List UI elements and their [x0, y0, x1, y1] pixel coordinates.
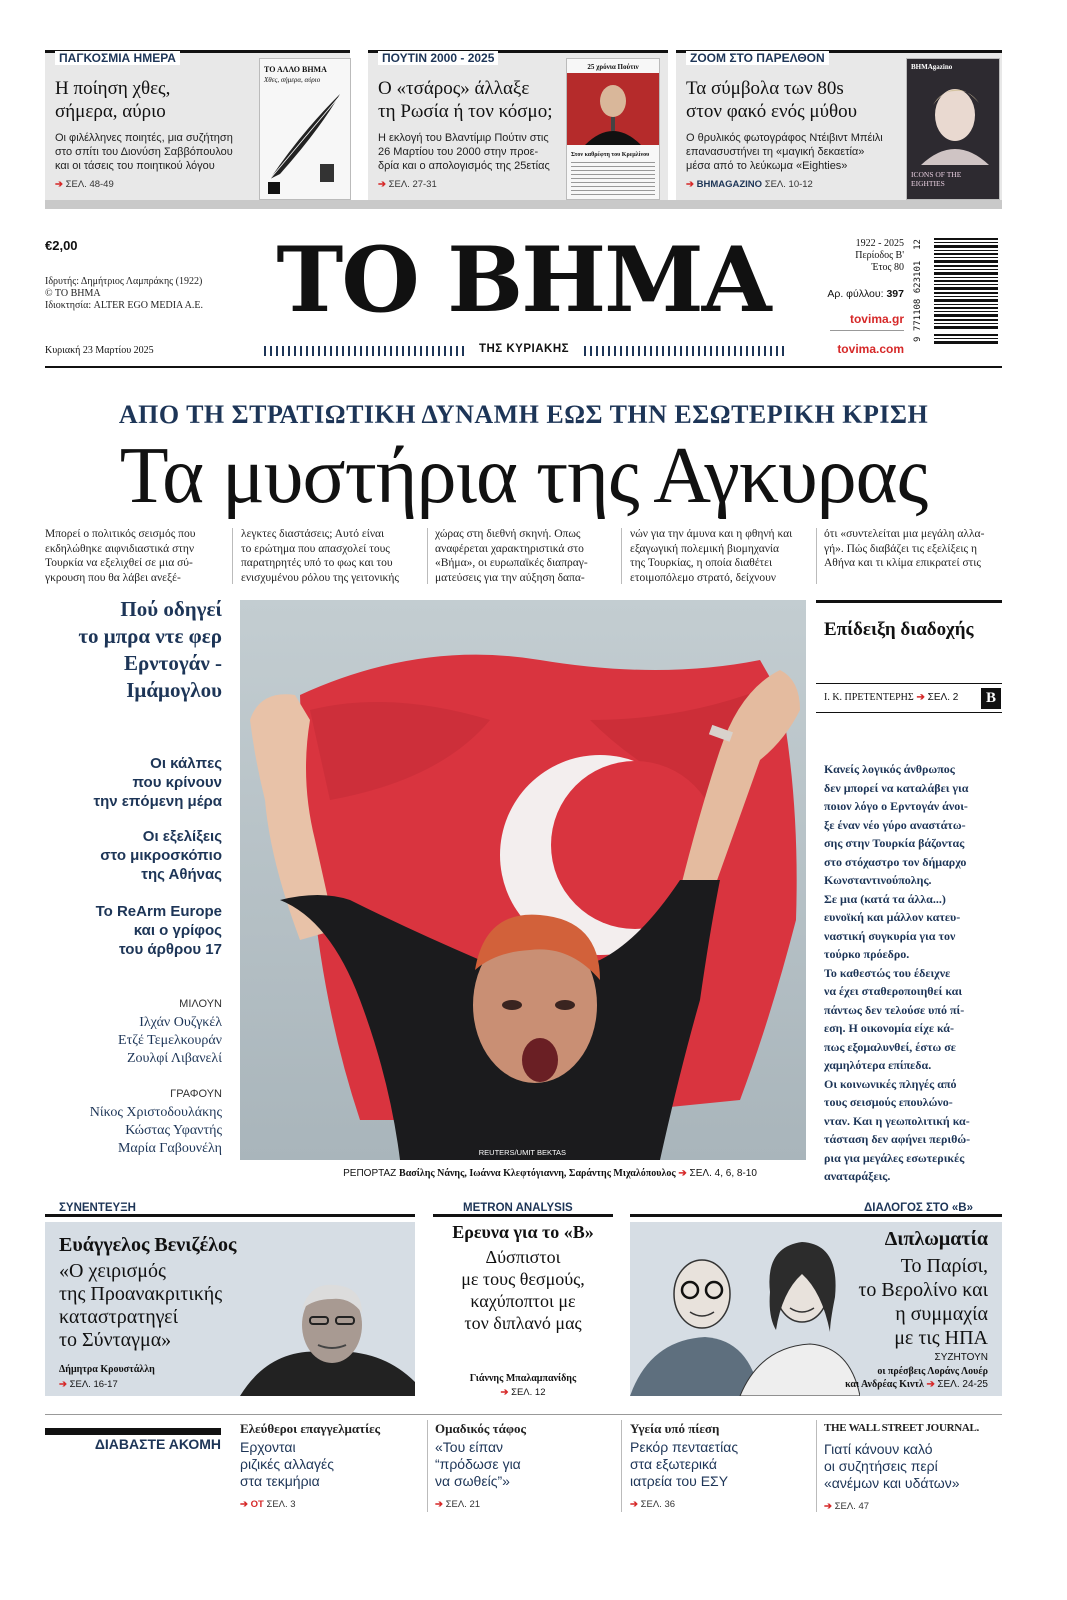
- teaser-kicker: ΠΟΥΤΙΝ 2000 - 2025: [378, 51, 498, 65]
- ambassadors-portrait-icon: [630, 1222, 860, 1396]
- poetry-thumbnail: ΤΟ ΑΛΛΟ ΒΗΜΑ Χθες, σήμερα, αύριο: [259, 58, 351, 200]
- interview-page: ➔ ΣΕΛ. 16-17: [59, 1379, 118, 1390]
- column-divider: [427, 528, 428, 584]
- editorial-rule: [816, 600, 1002, 603]
- divider: [830, 330, 904, 331]
- teaser-band-shadow: [45, 200, 1002, 209]
- speakers-label: ΜΙΛΟΥΝ: [179, 998, 222, 1010]
- more-rule: [45, 1414, 1002, 1415]
- dialogue-kicker: ΔΙΑΛΟΓΟΣ ΣΤΟ «Β»: [860, 1202, 977, 1214]
- barcode-icon: [934, 238, 998, 346]
- survey-page: ➔ ΣΕΛ. 12: [500, 1387, 546, 1398]
- column-divider: [427, 1420, 428, 1512]
- teaser-kicker: ΖΟΟΜ ΣΤΟ ΠΑΡΕΛΘΟΝ: [686, 51, 829, 65]
- masthead-subtitle: ΤΗΣ ΚΥΡΙΑΚΗΣ: [478, 343, 570, 355]
- column-divider: [621, 1420, 622, 1512]
- more-item-mass-grave[interactable]: Ομαδικός τάφος «Του είπαν “πρόδωσε για να σωθείς”» ➔ ΣΕΛ. 21: [435, 1421, 526, 1510]
- interview-kicker: ΣΥΝΕΝΤΕΥΞΗ: [55, 1202, 140, 1214]
- dialogue-rule: [630, 1214, 1002, 1217]
- more-item-professionals[interactable]: Ελεύθεροι επαγγελματίες Ερχονται ριζικές αλλαγές στα τεκμήρια ➔ ΟΤ ΣΕΛ. 3: [240, 1421, 381, 1510]
- survey-text: Δύσπιστοι με τους θεσμούς, καχύποπτοι με τον διπλανό μας: [461, 1247, 585, 1333]
- writers-label: ΓΡΑΦΟΥΝ: [170, 1088, 222, 1100]
- speakers-list: Ιλχάν Ουζγκέλ Ετζέ Τεμελκουράν Ζουλφί Λιβανελί: [118, 1015, 222, 1066]
- masthead-rule-bottom: [45, 366, 1002, 368]
- interview-author: Δήμητρα Κρουστάλλη: [59, 1364, 155, 1375]
- survey-author: Γιάννης Μπαλαμπανίδης: [469, 1373, 577, 1384]
- survey-card[interactable]: [433, 1220, 613, 1396]
- edition-info: 1922 - 2025 Περίοδος Β' Έτος 80: [855, 238, 904, 273]
- column-divider: [232, 528, 233, 584]
- teaser-kicker: ΠΑΓΚΟΣΜΙΑ ΗΜΕΡΑ: [55, 51, 180, 65]
- teaser-eighties[interactable]: [676, 50, 1002, 200]
- lead-column-5: ότι «συντελείται μια μεγάλη αλλα- γή». Πώς διαβάζει τις εξελίξεις η Αθήνα και τι κλίμα επικρατεί στις: [824, 528, 985, 569]
- dialogue-text: Το Παρίσι, το Βερολίνο και η συμμαχία με τις ΗΠΑ: [858, 1255, 988, 1349]
- wsj-logo: THE WALL STREET JOURNAL.: [824, 1422, 980, 1434]
- site-link-com[interactable]: tovima.com: [837, 342, 904, 356]
- lead-column-2: λεγκτες διαστάσεις; Αυτό είναι το ερώτημα που απασχολεί τους παρατηρητές υπό το φως και του ενισχυμένου ρόλου της γειτονικής: [241, 528, 399, 584]
- lead-sidebar: [45, 596, 222, 1166]
- dialogue-card[interactable]: [630, 1222, 1002, 1396]
- lead-headline[interactable]: Τα μυστήρια της Αγκυρας: [119, 432, 928, 520]
- interview-quote: «Ο χειρισμός της Προανακριτικής καταστρατηγεί το Σύνταγμα»: [59, 1260, 223, 1351]
- teaser-poetry[interactable]: [45, 50, 350, 200]
- site-link-gr[interactable]: tovima.gr: [849, 312, 904, 326]
- column-divider: [621, 528, 622, 584]
- portrait-icon: [907, 75, 999, 165]
- issue-number: Αρ. φύλλου: 397: [827, 288, 904, 300]
- more-label: ΔΙΑΒΑΣΤΕ ΑΚΟΜΗ: [94, 1436, 221, 1452]
- teaser-band: [45, 50, 1002, 205]
- putin-thumbnail: 25 χρόνια Πούτιν Στον καθρέφτη του Κρεμλίνου: [566, 58, 660, 200]
- more-item-health[interactable]: Υγεία υπό πίεση Ρεκόρ πενταετίας στα εξωτερικά ιατρεία του ΕΣΥ ➔ ΣΕΛ. 36: [630, 1421, 739, 1510]
- price: €2,00: [45, 238, 78, 253]
- editorial-divider: [816, 712, 1002, 713]
- column-divider: [816, 1420, 817, 1512]
- barcode-digits: 9 771108 623101 12: [913, 239, 923, 342]
- sidebar-item-athens[interactable]: Οι εξελίξεις στο μικροσκόπιο της Αθήνας: [100, 828, 222, 883]
- eighties-thumbnail: ΒΗΜΑgazino ICONS OF THE EIGHTIES: [906, 58, 1000, 200]
- lead-column-1: Μπορεί ο πολιτικός σεισμός που εκδηλώθηκε αιφνιδιαστικά στην Τουρκία να εξελιχθεί σε μια σύ- γκρουση που θα λάβει ανεξέ-: [45, 528, 196, 584]
- lead-column-3: χώρας στη διεθνή σκηνή. Οπως αναφέρεται χαρακτηριστικά στο «Βήμα», οι ευρωπαϊκές διαπραγ- ματεύσεις για την αύξηση δαπα-: [435, 528, 588, 584]
- editorial-divider: [816, 683, 1002, 684]
- teaser-putin[interactable]: [368, 50, 668, 200]
- survey-title: Ερευνα για το «Β»: [452, 1222, 594, 1242]
- teaser-page-ref: ➔ ΣΕΛ. 27-31: [378, 179, 437, 190]
- teaser-text: Ο θρυλικός φωτογράφος Ντέιβιντ Μπέιλι επανασυστήνει τη «μαγική δεκαετία» μέσα από το λεύκωμα «Eighties»: [686, 132, 883, 172]
- protest-flag-illustration: [240, 600, 806, 1160]
- b-badge: Β: [981, 688, 1001, 709]
- sidebar-headline[interactable]: Πού οδηγεί το μπρα ντε φερ Ερντογάν - Ιμάμογλου: [78, 597, 222, 702]
- teaser-text: Η εκλογή του Βλαντίμιρ Πούτιν στις 26 Μαρτίου του 2000 στην προε- δρία και ο απολογισμός της 25ετίας: [378, 132, 550, 172]
- imprint: Ιδρυτής: Δημήτριος Λαμπράκης (1922) © ΤΟ ΒΗΜΑ Ιδιοκτησία: ALTER EGO MEDIA A.E.: [45, 276, 203, 311]
- dialogue-title: Διπλωματία: [884, 1228, 988, 1250]
- more-item-wsj[interactable]: THE WALL STREET JOURNAL. Γιατί κάνουν καλό οι συζητήσεις περί «ανέμων και υδάτων» ➔ ΣΕΛ. 47: [824, 1420, 1002, 1515]
- editorial-title[interactable]: Επίδειξη διαδοχής: [824, 619, 974, 640]
- portrait-icon: [567, 73, 659, 145]
- lead-kicker: ΑΠΟ ΤΗ ΣΤΡΑΤΙΩΤΙΚΗ ΔΥΝΑΜΗ ΕΩΣ ΤΗΝ ΕΣΩΤΕΡΙΚΗ ΚΡΙΣΗ: [118, 400, 929, 429]
- sidebar-item-elections[interactable]: Οι κάλπες που κρίνουν την επόμενη μέρα: [93, 755, 222, 810]
- teaser-title: Η ποίηση χθες, σήμερα, αύριο: [55, 78, 171, 122]
- teaser-page-ref: ➔ ΣΕΛ. 48-49: [55, 179, 114, 190]
- teaser-title: Τα σύμβολα των 80s στον φακό ενός μύθου: [686, 78, 857, 122]
- teaser-page-ref: ➔ ΒΗΜΑGAZINO ΣΕΛ. 10-12: [686, 179, 813, 190]
- photo-credit: REUTERS/UMIT BEKTAS: [478, 1148, 566, 1157]
- editorial-byline: Ι. Κ. ΠΡΕΤΕΝΤΕΡΗΣ ➔ ΣΕΛ. 2: [824, 692, 959, 703]
- survey-rule: [433, 1214, 613, 1217]
- interview-card[interactable]: [45, 1222, 415, 1396]
- editorial-text: Κανείς λογικός άνθρωπος δεν μπορεί να καταλάβει για ποιον λόγο ο Ερντογάν άνοι- ξε έναν νέο γύρο αναστάτω- σης στην Τουρκία βάζοντας στο στόχαστρο τον δήμαρχο Κωνσταντινούπολης. Σε μια (κατά τα άλλα...) ευνοϊκή και μάλλον κατευ- ναστική συγκυρία για τον τούρκο πρόεδρο. Το καθεστώς του έδειχνε να έχει σταθεροποιηθεί και πάντως δεν τελούσε υπό πί- εση. Η οικονομία είχε κά- πως εξομαλυνθεί, έστω σε χαμηλότερα επίπεδα. Οι κοινωνικές πληγές από τους σεισμούς επουλώνο- νταν. Και η γεωπολιτική κα- τάσταση δεν αφήνει περιθώ- ρια για μεγάλες εσωτερικές αναταράξεις.: [824, 762, 971, 1183]
- teaser-text: Οι φιλέλληνες ποιητές, μια συζήτηση στο σπίτι του Διονύση Σαββόπουλου και οι τάσεις του ποιητικού λόγου: [55, 132, 233, 172]
- lead-photo[interactable]: [240, 600, 806, 1160]
- masthead-title: ΤΟ ΒΗΜΑ: [276, 227, 770, 333]
- dialogue-discussants: οι πρέσβεις Λοράνς Λουέρ και Ανδρέας Κιντλ ➔ ΣΕΛ. 24-25: [845, 1366, 988, 1390]
- lead-column-4: νών για την άμυνα και η φθηνή και εξαγωγική πολεμική βιομηχανία της Τουρκίας, η οποία διαθέτει ετοιμοπόλεμο στρατό, δείχνουν: [630, 528, 793, 584]
- feather-icon: [260, 84, 350, 194]
- report-credit: ΡΕΠΟΡΤΑΖ Βασίλης Νάνης, Ιωάννα Κλεφτόγιαννη, Σαράντης Μιχαλόπουλος ➔ ΣΕΛ. 4, 6, 8-10: [343, 1168, 757, 1179]
- interview-rule: [45, 1214, 415, 1217]
- more-label-bar: [45, 1428, 221, 1435]
- interview-name: Ευάγγελος Βενιζέλος: [59, 1234, 237, 1256]
- sidebar-item-rearm[interactable]: Το ReArm Europe και ο γρίφος του άρθρου 17: [95, 903, 222, 958]
- writers-list: Νίκος Χριστοδουλάκης Κώστας Υφαντής Μαρία Γαβουνέλη: [89, 1105, 222, 1156]
- dialogue-discuss-label: ΣΥΖΗΤΟΥΝ: [934, 1352, 988, 1363]
- column-divider: [816, 528, 817, 584]
- teaser-title: Ο «τσάρος» άλλαξε τη Ρωσία ή τον κόσμο;: [378, 78, 553, 122]
- issue-date: Κυριακή 23 Μαρτίου 2025: [45, 345, 154, 356]
- survey-kicker: METRON ANALYSIS: [459, 1202, 577, 1214]
- venizelos-portrait-icon: [240, 1277, 415, 1396]
